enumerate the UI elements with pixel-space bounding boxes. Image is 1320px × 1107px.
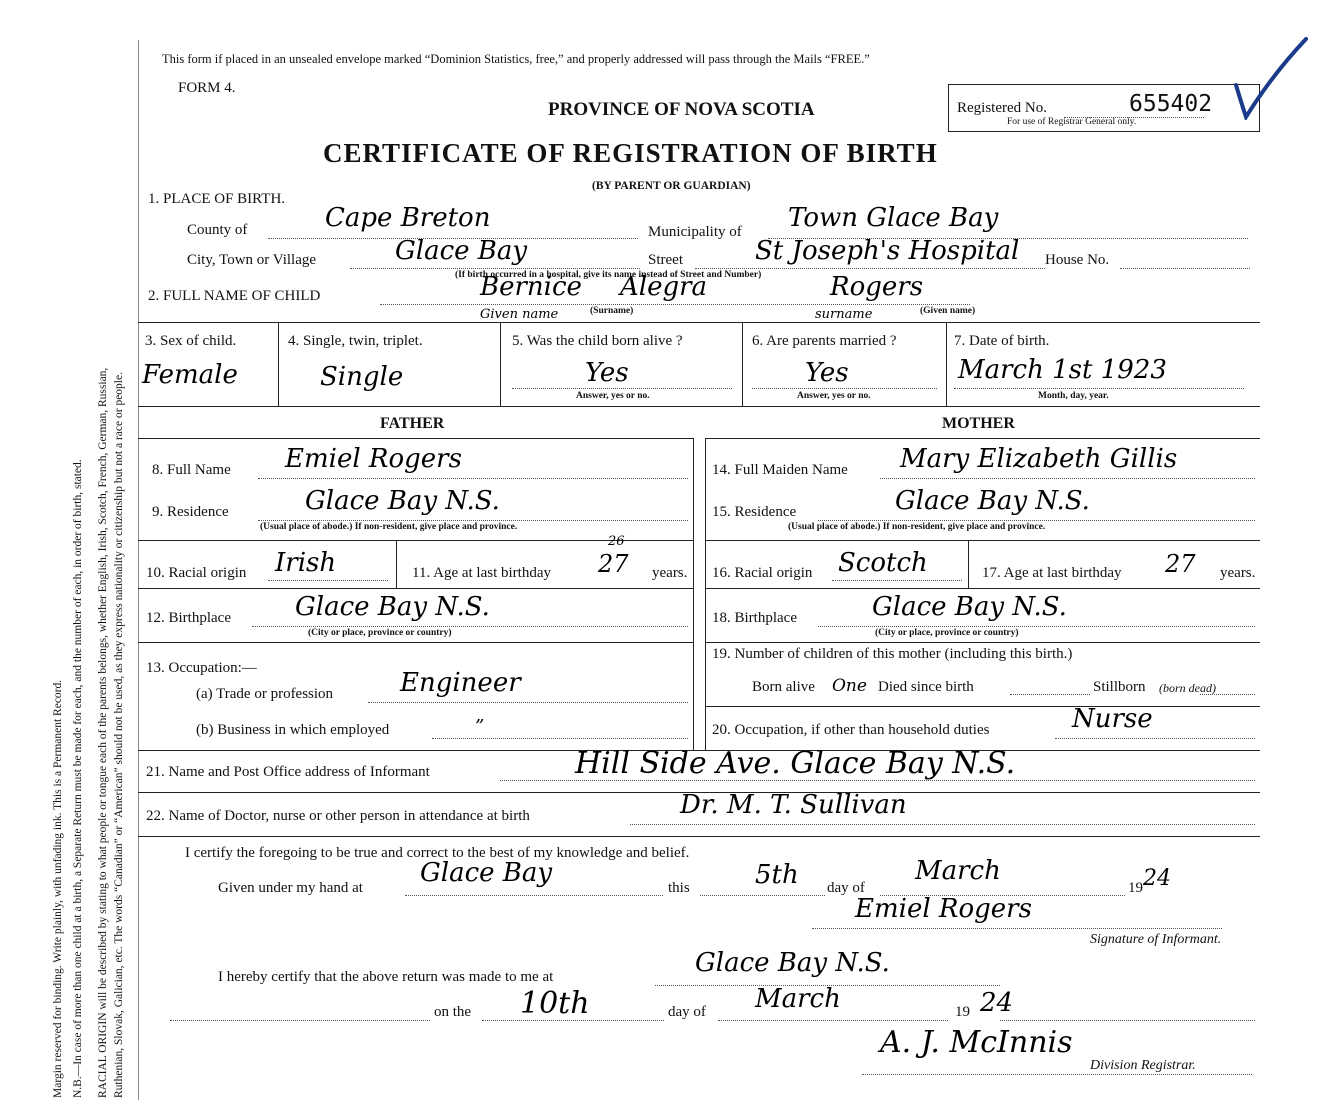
- doctor-value: Dr. M. T. Sullivan: [680, 790, 907, 820]
- street-value: St Joseph's Hospital: [755, 236, 1020, 266]
- given-place-value: Glace Bay: [420, 858, 553, 888]
- given-year-prefix: 19: [1128, 880, 1143, 896]
- dob-value: March 1st 1923: [958, 355, 1167, 385]
- father-business-label: (b) Business in which employed: [196, 722, 390, 738]
- province-heading: PROVINCE OF NOVA SCOTIA: [548, 99, 815, 120]
- hospital-note: (If birth occurred in a hospital, give its name instead of Street and Number): [455, 270, 762, 280]
- child-given-sub2: (Given name): [920, 306, 976, 316]
- sex-label: 3. Sex of child.: [145, 333, 237, 349]
- child-given-name: Bernice: [480, 272, 582, 302]
- mail-notice: This form if placed in an unsealed envelope marked “Dominion Statistics, free,” and properly addressed will pass through the Mails “FREE.”: [162, 52, 870, 66]
- registrar-year-suffix: 24: [980, 988, 1014, 1018]
- mother-racial-label: 16. Racial origin: [712, 565, 813, 581]
- mother-name-value: Mary Elizabeth Gillis: [900, 444, 1178, 474]
- street-label: Street: [648, 252, 683, 268]
- mother-years-label: years.: [1220, 565, 1256, 581]
- married-value: Yes: [805, 358, 849, 388]
- given-month-value: March: [915, 856, 1001, 886]
- registered-note: For use of Registrar General only.: [1007, 117, 1137, 127]
- mother-residence-note: (Usual place of abode.) If non-resident, give place and province.: [788, 522, 1046, 532]
- mother-residence-value: Glace Bay N.S.: [895, 486, 1090, 516]
- father-birthplace-label: 12. Birthplace: [146, 610, 231, 626]
- father-age-correction: 26: [608, 534, 625, 549]
- father-years-label: years.: [652, 565, 688, 581]
- registrar-place-value: Glace Bay N.S.: [695, 948, 890, 978]
- father-birthplace-note: (City or place, province or country): [308, 628, 452, 638]
- informant-signature: Emiel Rogers: [855, 894, 1032, 924]
- father-racial-label: 10. Racial origin: [146, 565, 247, 581]
- place-heading: 1. PLACE OF BIRTH.: [148, 191, 286, 207]
- father-age-label: 11. Age at last birthday: [412, 565, 551, 581]
- mother-age-label: 17. Age at last birthday: [982, 565, 1122, 581]
- city-value: Glace Bay: [395, 236, 528, 266]
- plurality-label: 4. Single, twin, triplet.: [288, 333, 423, 349]
- mother-occupation-value: Nurse: [1072, 704, 1153, 734]
- given-under-label: Given under my hand at: [218, 880, 363, 896]
- doctor-label: 22. Name of Doctor, nurse or other person in attendance at birth: [146, 808, 530, 824]
- county-label: County of: [187, 222, 248, 238]
- mother-name-label: 14. Full Maiden Name: [712, 462, 848, 478]
- county-value: Cape Breton: [325, 203, 491, 233]
- father-trade-value: Engineer: [400, 668, 521, 698]
- mother-occupation-label: 20. Occupation, if other than household duties: [712, 722, 990, 738]
- check-mark-icon: [1232, 35, 1312, 120]
- mother-children-label: 19. Number of children of this mother (including this birth.): [712, 646, 1073, 662]
- city-label: City, Town or Village: [187, 252, 317, 268]
- certificate-subtitle: (BY PARENT OR GUARDIAN): [592, 180, 751, 192]
- father-heading: FATHER: [380, 415, 445, 432]
- informant-value: Hill Side Ave. Glace Bay N.S.: [575, 746, 1016, 781]
- plurality-value: Single: [320, 362, 404, 392]
- married-label: 6. Are parents married ?: [752, 333, 897, 349]
- informant-label: 21. Name and Post Office address of Informant: [146, 764, 430, 780]
- sex-value: Female: [142, 360, 238, 390]
- born-alive-label: 5. Was the child born alive ?: [512, 333, 683, 349]
- child-surname-sub: (Surname): [590, 306, 634, 316]
- house-no-label: House No.: [1045, 252, 1110, 268]
- child-given-sub: Given name: [480, 307, 559, 322]
- signature-of-informant-label: Signature of Informant.: [1090, 932, 1222, 947]
- father-residence-value: Glace Bay N.S.: [305, 486, 500, 516]
- father-racial-value: Irish: [275, 548, 337, 578]
- born-alive-count-value: One: [832, 676, 867, 696]
- mother-age-value: 27: [1165, 550, 1196, 578]
- father-business-value: ”: [475, 716, 485, 737]
- registrar-signature: A. J. McInnis: [880, 1025, 1073, 1060]
- registered-box: [948, 84, 1260, 132]
- born-alive-note: Answer, yes or no.: [576, 391, 650, 401]
- born-alive-value: Yes: [585, 358, 629, 388]
- registrar-month-value: March: [755, 984, 841, 1014]
- on-the-label: on the: [434, 1004, 472, 1020]
- stillborn-note: (born dead): [1159, 681, 1216, 695]
- father-residence-label: 9. Residence: [152, 504, 229, 520]
- margin-note-racial-origin-2: Ruthenian, Slovak, Galician, etc. The words “Canadian” or “American” should not be used, as they express nationality or citizenship but not a race or people.: [113, 372, 125, 1098]
- father-name-label: 8. Full Name: [152, 462, 231, 478]
- this-label: this: [668, 880, 690, 896]
- registrar-day-of-label: day of: [668, 1004, 706, 1020]
- child-middle-name: Alegra: [620, 272, 708, 302]
- mother-birthplace-label: 18. Birthplace: [712, 610, 797, 626]
- stillborn-label: Stillborn: [1093, 679, 1146, 695]
- registrar-statement: I hereby certify that the above return was made to me at: [218, 969, 554, 985]
- form-number: FORM 4.: [178, 80, 236, 96]
- child-surname-sub2: surname: [815, 307, 873, 322]
- father-trade-label: (a) Trade or profession: [196, 686, 334, 702]
- municipality-value: Town Glace Bay: [788, 203, 999, 233]
- born-alive-count-label: Born alive: [752, 679, 815, 695]
- father-birthplace-value: Glace Bay N.S.: [295, 592, 490, 622]
- division-registrar-label: Division Registrar.: [1090, 1058, 1196, 1073]
- mother-residence-label: 15. Residence: [712, 504, 797, 520]
- registered-number: 655402: [1129, 91, 1213, 117]
- registrar-day-value: 10th: [520, 986, 590, 1021]
- margin-rule: [138, 40, 139, 1100]
- registered-label: Registered No.: [957, 100, 1047, 116]
- given-year-suffix: 24: [1143, 866, 1171, 891]
- dob-label: 7. Date of birth.: [954, 333, 1050, 349]
- dob-note: Month, day, year.: [1038, 391, 1109, 401]
- mother-birthplace-value: Glace Bay N.S.: [872, 592, 1067, 622]
- certify-statement: I certify the foregoing to be true and correct to the best of my knowledge and belief.: [185, 845, 690, 861]
- margin-note-racial-origin: RACIAL ORIGIN will be described by stating to what people or tongue each of the parents belongs, whether English, Irish, Scotch, French, German, Russian,: [97, 367, 109, 1098]
- registrar-year-prefix: 19: [955, 1004, 970, 1020]
- given-day-value: 5th: [755, 860, 799, 890]
- married-note: Answer, yes or no.: [797, 391, 871, 401]
- mother-birthplace-note: (City or place, province or country): [875, 628, 1019, 638]
- died-since-birth-label: Died since birth: [878, 679, 974, 695]
- margin-note-multiple-births: N.B.—In case of more than one child at a birth, a Separate Return must be made for each, and the number of each, in order of birth, stated.: [72, 459, 84, 1098]
- mother-heading: MOTHER: [942, 415, 1015, 432]
- father-name-value: Emiel Rogers: [285, 444, 462, 474]
- child-surname: Rogers: [830, 272, 924, 302]
- certificate-title: CERTIFICATE OF REGISTRATION OF BIRTH: [323, 138, 938, 168]
- mother-racial-value: Scotch: [838, 548, 928, 578]
- father-residence-note: (Usual place of abode.) If non-resident, give place and province.: [260, 522, 518, 532]
- father-occupation-label: 13. Occupation:—: [146, 660, 257, 676]
- given-day-of-label: day of: [827, 880, 865, 896]
- father-age-value: 27: [598, 550, 629, 578]
- child-name-label: 2. FULL NAME OF CHILD: [148, 288, 321, 304]
- municipality-label: Municipality of: [648, 224, 742, 240]
- margin-note-binding: Margin reserved for binding. Write plainly, with unfading ink. This is a Permanent Record.: [52, 679, 64, 1098]
